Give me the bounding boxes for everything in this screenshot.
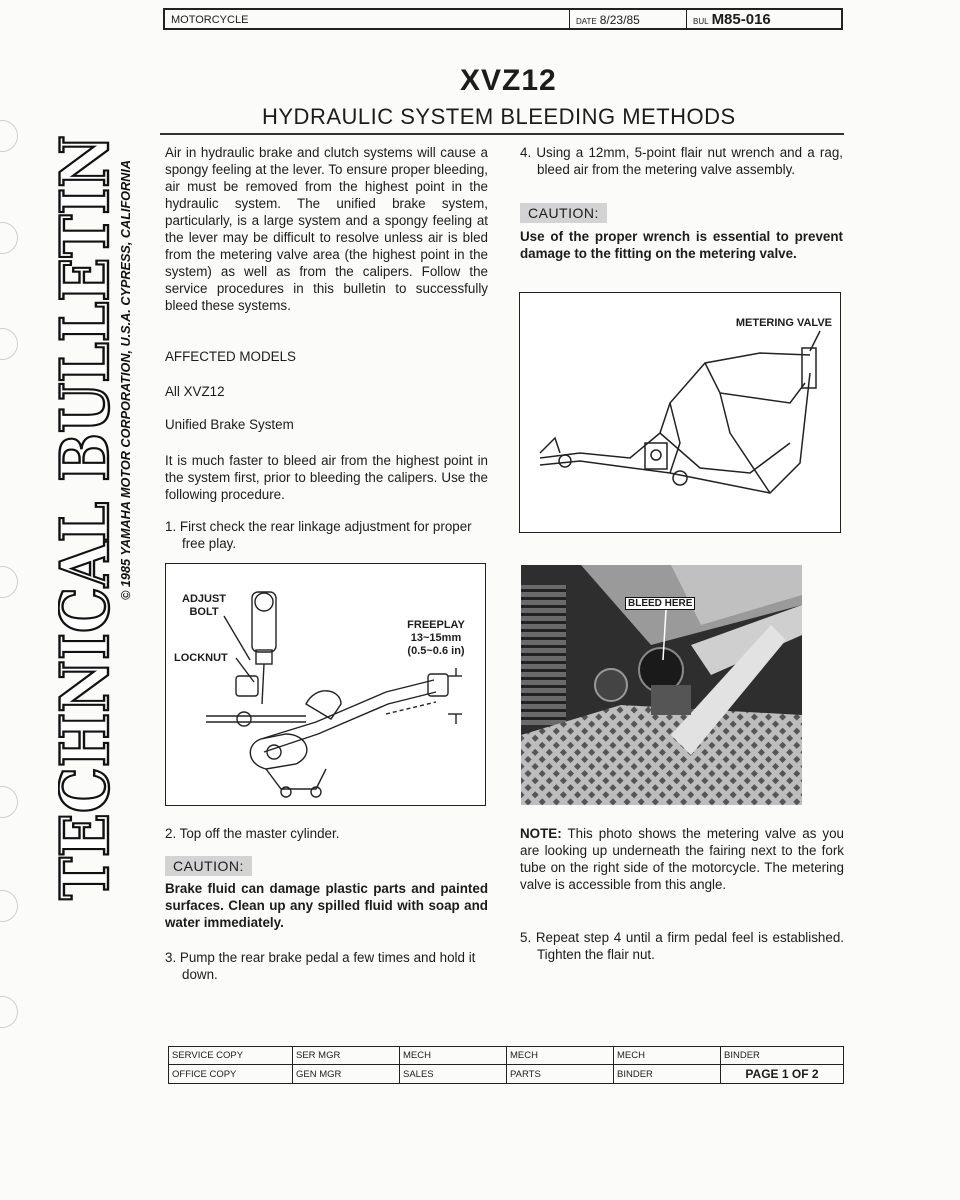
punch-hole: [0, 890, 18, 922]
routing-cell: SER MGR: [293, 1047, 400, 1065]
page-number: PAGE 1 OF 2: [721, 1065, 844, 1084]
model-title: XVZ12: [460, 64, 557, 97]
step-5: 5. Repeat step 4 until a firm pedal feel is established. Tighten the flair nut.: [520, 930, 844, 962]
bleed-here-label: BLEED HERE: [625, 597, 695, 610]
bulletin-header: [163, 8, 843, 30]
caution-text-right: Use of the proper wrench is essential to prevent damage to the fitting on the metering valve.: [520, 229, 843, 261]
routing-cell: PARTS: [507, 1065, 614, 1084]
routing-cell: BINDER: [614, 1065, 721, 1084]
routing-cell: SALES: [400, 1065, 507, 1084]
banner-title: TECHNICAL BULLE: [58, 164, 124, 900]
punch-hole: [0, 566, 18, 598]
punch-hole: [0, 996, 18, 1028]
category: MOTORCYCLE: [165, 10, 570, 28]
routing-row: [169, 1047, 844, 1065]
freeplay-label: FREEPLAY 13~15mm (0.5~0.6 in): [407, 619, 465, 657]
step-2: 2. Top off the master cylinder.: [165, 826, 340, 841]
punch-hole: [0, 120, 18, 152]
brake-pedal-figure: [165, 563, 486, 806]
technical-bulletin-banner: [58, 130, 148, 910]
routing-table: [168, 1046, 844, 1084]
routing-cell: SERVICE COPY: [169, 1047, 293, 1065]
metering-valve-photo: [521, 565, 802, 805]
routing-cell: MECH: [400, 1047, 507, 1065]
title-rule: [160, 133, 844, 135]
routing-cell: GEN MGR: [293, 1065, 400, 1084]
routing-cell: MECH: [507, 1047, 614, 1065]
step-4: 4. Using a 12mm, 5-point flair nut wrench and a rag, bleed air from the metering valve assembly.: [520, 145, 843, 177]
caution-text-left: Brake fluid can damage plastic parts and painted surfaces. Clean up any spilled fluid with soap and water immediately.: [165, 881, 488, 930]
routing-cell: BINDER: [721, 1047, 844, 1065]
caution-badge-right: CAUTION:: [520, 203, 607, 223]
banner-copyright: © 1985 YAMAHA MOTOR CORPORATION, U.S.A. CYPRESS, CALIFORNIA: [119, 165, 133, 600]
routing-cell: MECH: [614, 1047, 721, 1065]
frame-figure: [519, 292, 841, 533]
date-cell: DATE 8/23/85: [570, 10, 687, 28]
photo-note: NOTE: This photo shows the metering valve as you are looking up underneath the fairing next to the fork tube on the right side of the motorcycle. The metering valve is accessible from this angle.: [520, 826, 844, 892]
metering-valve-label: METERING VALVE: [735, 317, 832, 329]
bulletin-title: HYDRAULIC SYSTEM BLEEDING METHODS: [262, 104, 736, 129]
affected-models: All XVZ12: [165, 384, 225, 399]
adjust-bolt-label: ADJUST BOLT: [182, 593, 227, 618]
punch-hole: [0, 786, 18, 818]
routing-row: [169, 1065, 844, 1084]
step-3: 3. Pump the rear brake pedal a few times and hold it down.: [165, 950, 476, 982]
affected-models-heading: AFFECTED MODELS: [165, 349, 296, 364]
intro-paragraph: Air in hydraulic brake and clutch systems will cause a spongy feeling at the lever. To ensure proper bleeding, air must be removed from the highest point in the hydraulic system. The unified brake system, particularly, is a large system and a spongy feeling at the lever may be difficult to resolve unless air is bled from the metering valve area (the highest point in the system) as well as from the calipers. Follow the service procedures in this bulletin to successfully bleed these systems.: [165, 145, 488, 313]
punch-hole: [0, 328, 18, 360]
unified-brake-heading: Unified Brake System: [165, 417, 294, 432]
bulletin-number-cell: BUL M85-016: [693, 11, 771, 28]
step-1: 1. First check the rear linkage adjustment for proper free play.: [165, 519, 472, 551]
routing-cell: OFFICE COPY: [169, 1065, 293, 1084]
procedure-paragraph: It is much faster to bleed air from the highest point in the system first, prior to bleeding the calipers. Use the following procedure.: [165, 453, 488, 502]
locknut-label: LOCKNUT: [174, 652, 228, 664]
caution-badge-left: CAUTION:: [165, 856, 252, 876]
punch-hole: [0, 222, 18, 254]
